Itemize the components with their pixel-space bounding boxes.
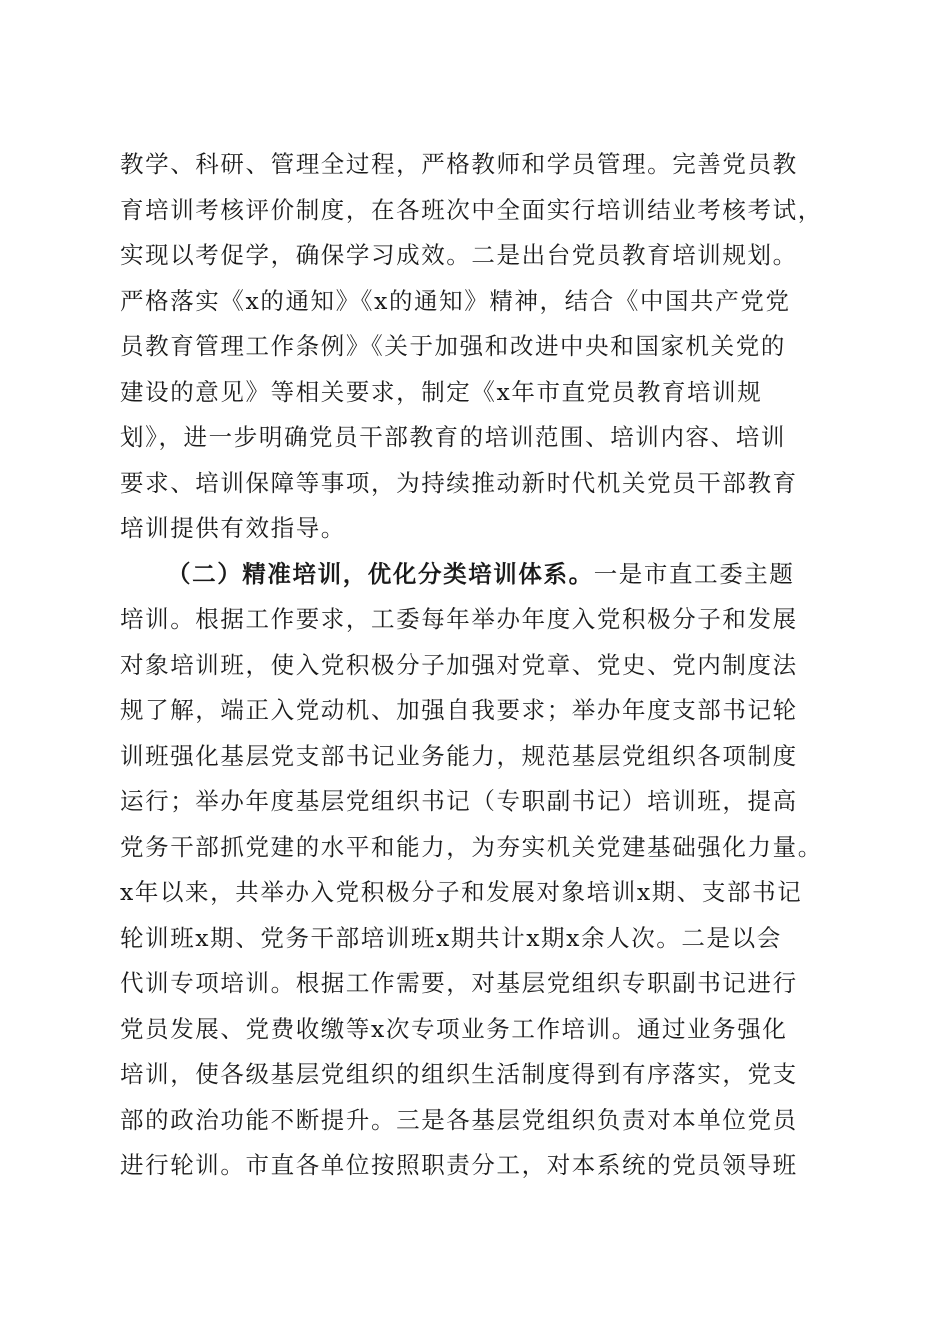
text-line: 培训。根据工作要求，工委每年举办年度入党积极分子和发展 (120, 605, 798, 633)
paragraph-2-first-line (120, 552, 828, 598)
text-line: 训班强化基层党支部书记业务能力，规范基层党组织各项制度 (120, 741, 798, 770)
text-line-rest: 一是市直工委主题 (593, 559, 795, 588)
text-line: 实现以考促学，确保学习成效。二是出台党员教育培训规划。 (120, 241, 798, 269)
text-line: 员教育管理工作条例》《关于加强和改进中央和国家机关党的 (120, 332, 786, 360)
text-line: 轮训班x期、党务干部培训班x期共计x期x余人次。二是以会 (120, 923, 782, 952)
text-line: x年以来，共举办入党积极分子和发展对象培训x期、支部书记 (120, 878, 803, 906)
text-line: 规了解，端正入党动机、加强自我要求；举办年度支部书记轮 (120, 696, 798, 724)
text-line: 严格落实《x的通知》《x的通知》精神，结合《中国共产党党 (120, 286, 791, 315)
text-line: 建设的意见》等相关要求，制定《x年市直党员教育培训规 (120, 377, 763, 406)
text-line: 教学、科研、管理全过程，严格教师和学员管理。完善党员教 (120, 150, 798, 178)
text-line: 部的政治功能不断提升。三是各基层党组织负责对本单位党员 (120, 1105, 798, 1134)
text-line: 进行轮训。市直各单位按照职责分工，对本系统的党员领导班 (120, 1151, 798, 1179)
text-line: 运行；举办年度基层党组织书记（专职副书记）培训班，提高 (120, 787, 798, 815)
text-line: 育培训考核评价制度，在各班次中全面实行培训结业考核考试， (120, 195, 823, 224)
text-line: 代训专项培训。根据工作需要，对基层党组织专职副书记进行 (120, 969, 798, 997)
text-line: 划》，进一步明确党员干部教育的培训范围、培训内容、培训 (120, 423, 786, 451)
text-line: 对象培训班，使入党积极分子加强对党章、党史、党内制度法 (120, 650, 798, 679)
text-line: 党员发展、党费收缴等x次专项业务工作培训。通过业务强化 (120, 1014, 788, 1043)
text-line: 党务干部抓党建的水平和能力，为夯实机关党建基础强化力量。 (120, 832, 823, 861)
section-heading: （二）精准培训，优化分类培训体系。 (167, 559, 594, 588)
text-line: 要求、培训保障等事项，为持续推动新时代机关党员干部教育 (120, 468, 798, 497)
text-line: 培训，使各级基层党组织的组织生活制度得到有序落实，党支 (120, 1060, 798, 1088)
text-line: 培训提供有效指导。 (120, 514, 346, 542)
body-text (120, 142, 828, 1189)
